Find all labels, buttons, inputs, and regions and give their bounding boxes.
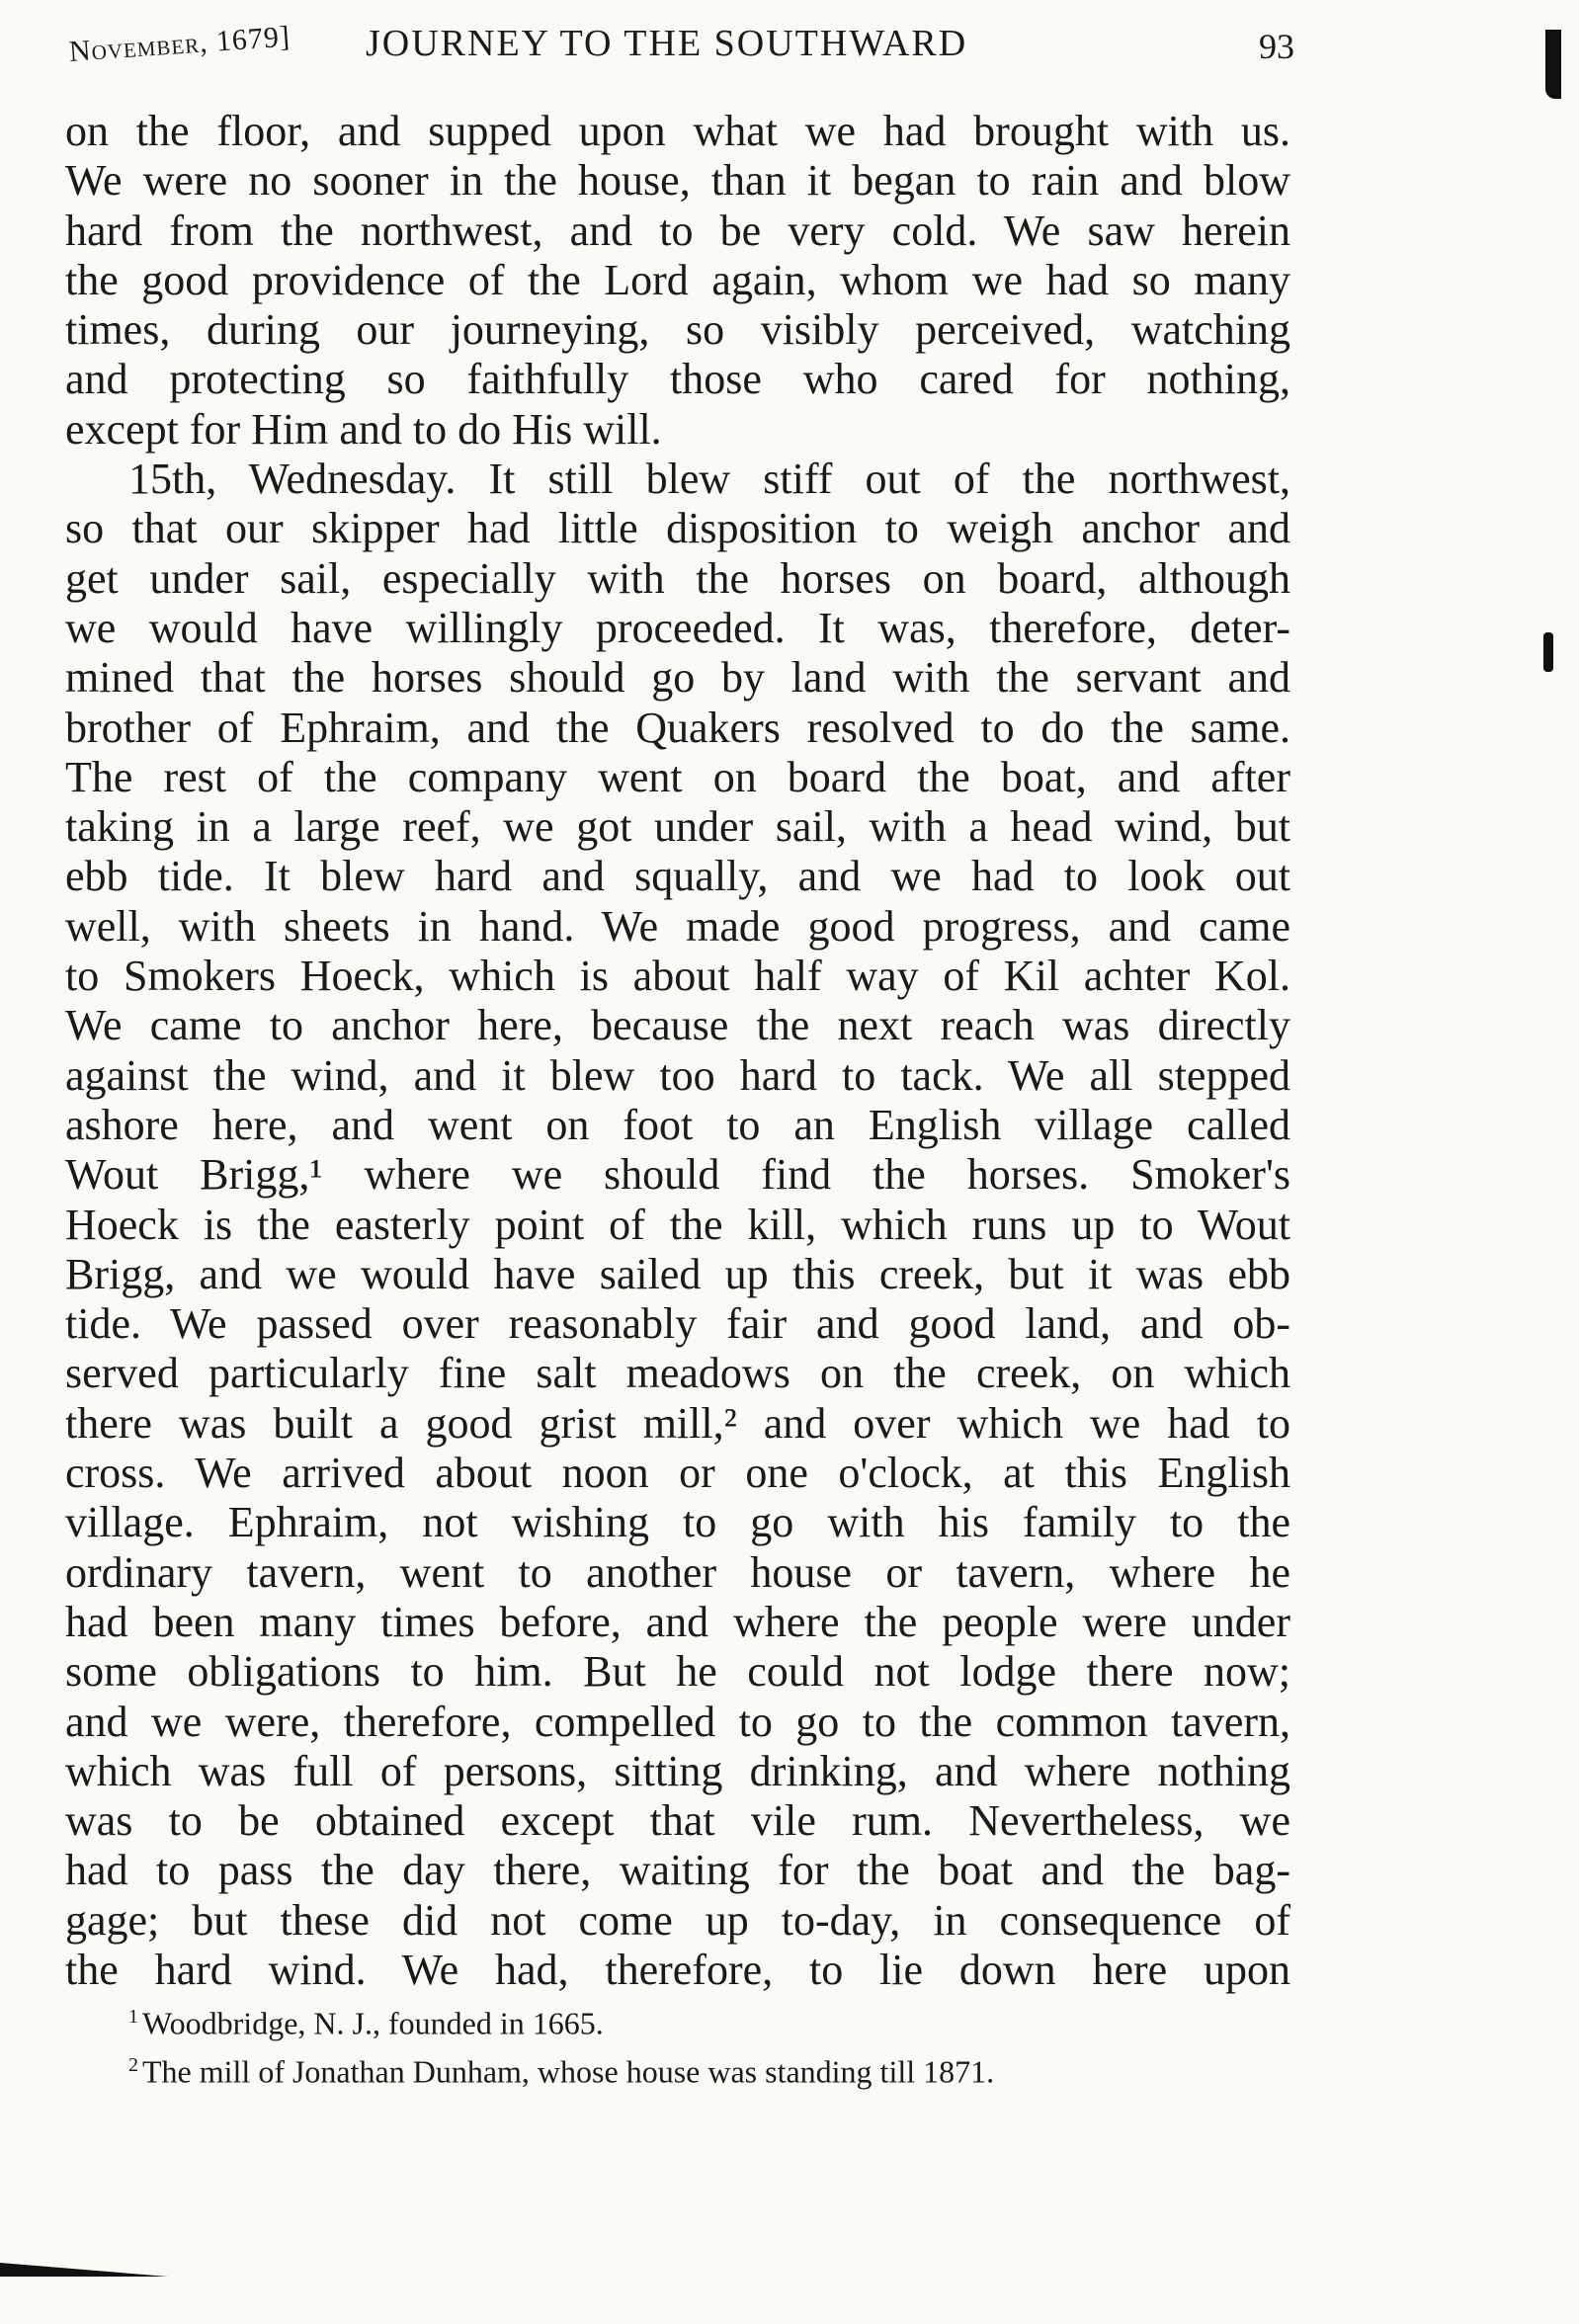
footnote-mark: 2: [128, 2053, 138, 2076]
running-header: [69, 14, 1294, 73]
text-line: against the wind, and it blew too hard to tack. We all stepped: [65, 1050, 1290, 1100]
text-line: cross. We arrived about noon or one o'clock, at this English: [65, 1449, 1290, 1498]
text-line: ordinary tavern, went to another house or tavern, where he: [65, 1547, 1290, 1597]
text-line: times, during our journeying, so visibly perceived, watching: [65, 305, 1290, 355]
text-line: hard from the northwest, and to be very cold. We saw herein: [65, 206, 1290, 255]
text-line: 15th, Wednesday. It still blew stiff out of the northwest,: [128, 455, 1290, 504]
scan-edge-mark: [1545, 30, 1561, 99]
text-line: ebb tide. It blew hard and squally, and we had to look out: [65, 852, 1290, 901]
text-line: except for Him and to do His will.: [65, 404, 662, 454]
text-line: which was full of persons, sitting drinking, and where nothing: [65, 1746, 1290, 1795]
text-line: brother of Ephraim, and the Quakers resolved to do the same.: [65, 703, 1290, 752]
text-line: Wout Brigg,¹ where we should find the horses. Smoker's: [65, 1150, 1290, 1200]
text-line: and we were, therefore, compelled to go to the common tavern,: [65, 1697, 1290, 1746]
footnote: [128, 2044, 1215, 2093]
text-line: we would have willingly proceeded. It was, therefore, deter-: [65, 603, 1290, 652]
text-line: well, with sheets in hand. We made good progress, and came: [65, 901, 1290, 951]
footnote: [128, 1996, 1215, 2044]
footnote-mark: 1: [128, 2006, 138, 2028]
text-line: on the floor, and supped upon what we had brought with us.: [65, 107, 1290, 155]
text-line: so that our skipper had little disposition to weigh anchor and: [65, 504, 1290, 553]
text-line: had to pass the day there, waiting for the boat and the bag-: [65, 1846, 1290, 1895]
page-number: 93: [1259, 27, 1294, 66]
text-line: tide. We passed over reasonably fair and good land, and ob-: [65, 1299, 1290, 1349]
footnote-text: The mill of Jonathan Dunham, whose house was standing till 1871.: [142, 2053, 995, 2090]
text-line: mined that the horses should go by land with the servant and: [65, 653, 1290, 703]
header-title: JOURNEY TO THE SOUTHWARD: [366, 23, 968, 64]
text-line: taking in a large reef, we got under sail, with a head wind, but: [65, 802, 1290, 852]
text-line: Brigg, and we would have sailed up this creek, but it was ebb: [65, 1249, 1290, 1298]
footnotes: [128, 1996, 1215, 2092]
text-line: ashore here, and went on foot to an English village called: [65, 1100, 1290, 1149]
text-line: had been many times before, and where the people were under: [65, 1597, 1290, 1646]
text-line: We came to anchor here, because the next reach was directly: [65, 1001, 1290, 1050]
text-line: Hoeck is the easterly point of the kill, which runs up to Wout: [65, 1200, 1290, 1249]
text-line: and protecting so faithfully those who cared for nothing,: [65, 355, 1290, 404]
text-line: get under sail, especially with the horses on board, although: [65, 553, 1290, 603]
scan-edge-mark: [1543, 632, 1553, 672]
text-line: the hard wind. We had, therefore, to lie down here upon: [65, 1945, 1290, 1994]
text-line: to Smokers Hoeck, which is about half way of Kil achter Kol.: [65, 952, 1290, 1001]
body-text: [65, 107, 1290, 1995]
text-line: village. Ephraim, not wishing to go with his family to the: [65, 1498, 1290, 1547]
text-line: gage; but these did not come up to-day, in consequence of: [65, 1895, 1290, 1945]
footnote-text: Woodbridge, N. J., founded in 1665.: [142, 2005, 604, 2041]
text-line: served particularly fine salt meadows on the creek, on which: [65, 1349, 1290, 1398]
text-line: the good providence of the Lord again, whom we had so many: [65, 255, 1290, 304]
text-line: some obligations to him. But he could not lodge there now;: [65, 1647, 1290, 1697]
scan-edge-mark: [0, 2263, 168, 2277]
text-line: there was built a good grist mill,² and over which we had to: [65, 1398, 1290, 1448]
text-line: was to be obtained except that vile rum. Nevertheless, we: [65, 1796, 1290, 1846]
header-date: November, 1679]: [67, 20, 291, 68]
text-line: The rest of the company went on board the boat, and after: [65, 752, 1290, 801]
text-line: We were no sooner in the house, than it began to rain and blow: [65, 156, 1290, 206]
